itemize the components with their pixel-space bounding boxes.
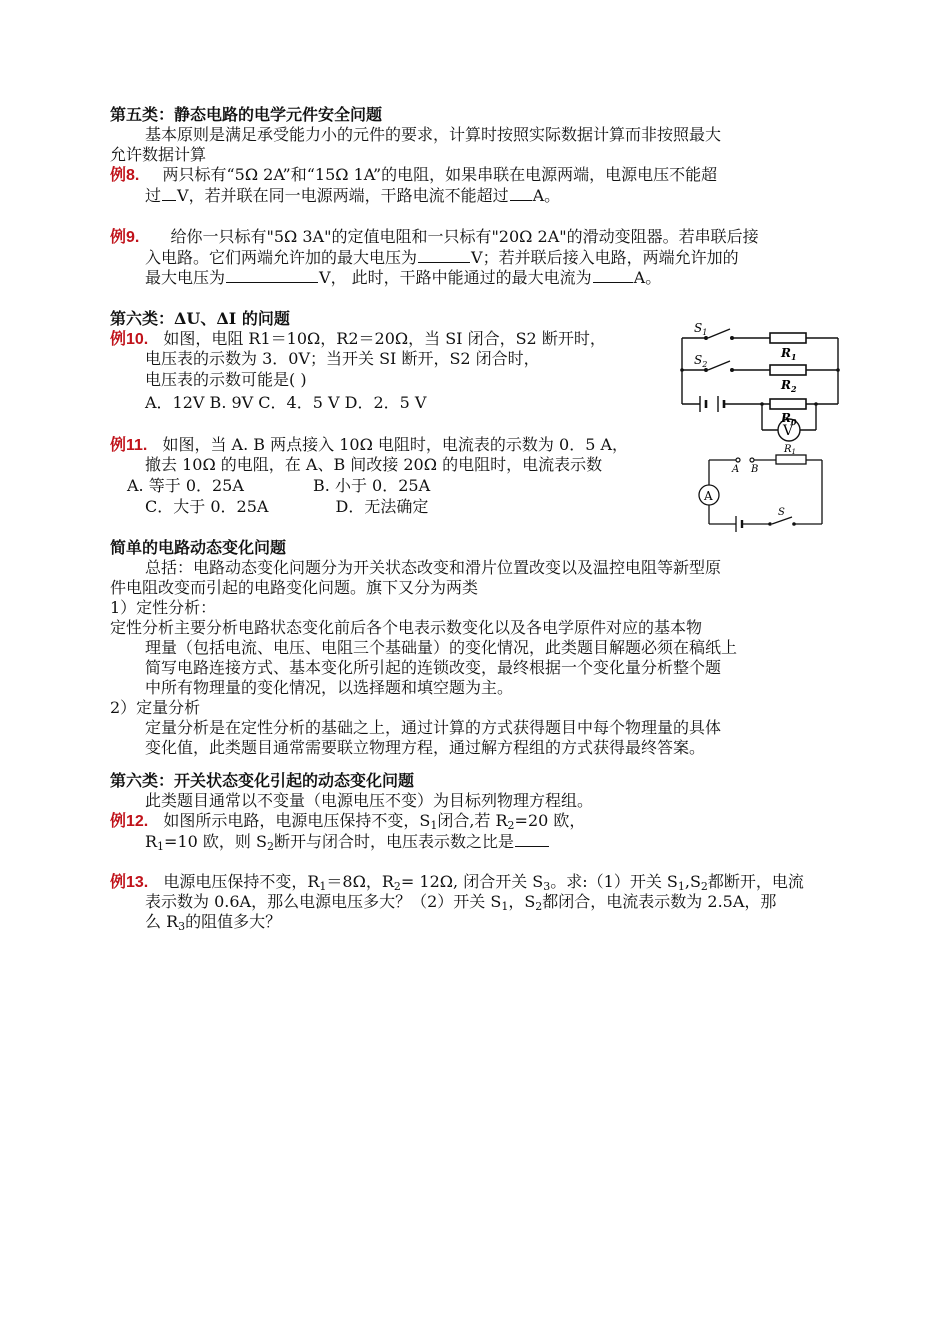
s1-label: $S_1$	[694, 321, 708, 337]
section6b-title: 第六类：开关状态变化引起的动态变化问题	[110, 771, 415, 790]
dynamic-section-title: 简单的电路动态变化问题	[110, 538, 287, 557]
example12-text1b: 闭合,若 R	[437, 811, 508, 830]
example9-line3	[145, 267, 661, 288]
example11-line1	[110, 435, 628, 456]
example13-sub-f: 1	[501, 900, 509, 913]
example13-text1a: 电源电压保持不变，R	[163, 872, 320, 891]
example8-text1: 两只标有“5Ω 2A”和“15Ω 1A”的电阻，如果串联在电源两端，电源电压不能超	[162, 165, 718, 184]
quantitative-line1: 定量分析是在定性分析的基础之上，通过计算的方式获得题目中每个物理量的具体	[145, 718, 722, 737]
example13-line1	[110, 872, 804, 893]
example10-line1	[110, 329, 606, 350]
r1-label: $R_1$	[781, 346, 797, 362]
example13-text3a: 么 R	[145, 912, 179, 931]
example13-text1d: 。求:（1）开关 S	[550, 872, 678, 891]
example13-sub-a: 1	[319, 880, 327, 893]
example12-sub3: 1	[157, 840, 165, 853]
example10-text1: 如图，电阻 R1＝10Ω，R2＝20Ω，当 SI 闭合，S2 断开时，	[163, 329, 606, 348]
example11-label: 例11.	[110, 437, 148, 454]
example9-text1: 给你一只标有"5Ω 3A"的定值电阻和一只标有"20Ω 2A"的滑动变阻器。若串联后接	[170, 227, 759, 246]
example9-text2a: 入电路。它们两端允许加的最大电压为	[145, 248, 418, 267]
voltmeter-label: V	[783, 423, 794, 439]
section6-title: 第六类：ΔU、ΔI 的问题	[110, 309, 290, 328]
example11-option-b: B. 小于 0．25A	[313, 476, 431, 495]
example12-text2b: =10 欧，则 S	[164, 832, 267, 851]
section5-principle-line1: 基本原则是满足承受能力小的元件的要求，计算时按照实际数据计算而非按照最大	[145, 125, 722, 144]
example9-line1	[110, 227, 759, 248]
example11-option-c: C．大于 0．25A	[145, 497, 269, 516]
example13-text1e: ,S	[684, 872, 701, 891]
quantitative-heading: 2）定量分析	[110, 698, 201, 717]
switch-label-fig2: S	[778, 507, 785, 518]
example9-label: 例9.	[110, 229, 140, 246]
qualitative-line1: 定性分析主要分析电路状态变化前后各个电表示数变化以及各电学原件对应的基本物	[110, 618, 703, 637]
point-b-label: B	[751, 464, 759, 475]
example10-line2: 电压表的示数为 3．0V；当开关 SI 断开，S2 闭合时，	[145, 349, 540, 368]
example12-text2c: 断开与闭合时，电压表示数之比是	[273, 832, 514, 851]
example9-text2b: V；若并联后接入电路，两端允许加的	[471, 248, 739, 267]
r1-label-fig2: $R_1$	[784, 444, 796, 456]
example11-text1: 如图，当 A. B 两点接入 10Ω 电阻时，电流表的示数为 0．5 A，	[162, 435, 629, 454]
example10-options: A．12V B. 9V C．4．5 V D．2．5 V	[145, 393, 427, 412]
example13-sub-e: 2	[700, 880, 708, 893]
example12-text1c: =20 欧，	[514, 811, 586, 830]
example10-circuit-diagram	[670, 318, 855, 443]
ammeter-label: A	[704, 489, 713, 503]
example13-text2a: 表示数为 0.6A，那么电源电压多大？（2）开关 S	[145, 892, 502, 911]
example12-text2a: R	[145, 832, 158, 851]
example13-text1c: = 12Ω, 闭合开关 S	[400, 872, 544, 891]
example11-option-a: A. 等于 0．25A	[127, 476, 244, 495]
example13-text3b: 的阻值多大？	[185, 912, 282, 931]
example8-text2b: V，若并联在同一电源两端，干路电流不能超过	[177, 186, 509, 205]
example12-line1	[110, 811, 585, 832]
example13-text2c: 都闭合，电流表示数为 2.5A，那	[542, 892, 777, 911]
example11-options-ab	[127, 476, 430, 496]
qualitative-heading: 1）定性分析：	[110, 598, 217, 617]
r0-label: $R_0$	[781, 411, 797, 427]
example11-line2: 撤去 10Ω 的电阻，在 A、B 间改接 20Ω 的电阻时，电流表示数	[145, 455, 603, 474]
dynamic-summary-line1: 总括：电路动态变化问题分为开关状态改变和滑片位置改变以及温控电阻等新型原	[145, 558, 722, 577]
section5-title: 第五类：静态电路的电学元件安全问题	[110, 105, 383, 124]
example13-text1b: ＝8Ω，R	[326, 872, 394, 891]
example13-text2b: ，S	[508, 892, 536, 911]
example9-blank2[interactable]	[226, 267, 318, 283]
example13-line3	[145, 912, 281, 932]
r2-label: $R_2$	[781, 378, 797, 394]
example12-blank[interactable]	[515, 831, 549, 847]
example13-sub-h: 3	[178, 920, 186, 933]
section6b-intro: 此类题目通常以不变量（电源电压不变）为目标列物理方程组。	[145, 791, 594, 810]
example9-line2	[145, 247, 739, 268]
qualitative-line2: 理量（包括电流、电压、电阻三个基础量）的变化情况，此类题目解题必须在稿纸上	[145, 638, 738, 657]
example11-circuit-diagram	[694, 440, 829, 540]
point-a-label: A	[732, 464, 740, 475]
example8-line1	[110, 165, 717, 186]
qualitative-line3: 简写电路连接方式、基本变化所引起的连锁改变，最终根据一个变化量分析整个题	[145, 658, 722, 677]
example9-text3a: 最大电压为	[145, 268, 226, 287]
example10-line3: 电压表的示数可能是( )	[145, 370, 307, 389]
example8-blank2[interactable]	[510, 185, 532, 201]
example8-text2a: 过	[145, 186, 162, 205]
dynamic-summary-line2: 件电阻改变而引起的电路变化问题。旗下又分为两类	[110, 578, 479, 597]
example13-text1f: 都断开，电流	[707, 872, 804, 891]
example9-text3b: V， 此时，干路中能通过的最大电流为	[319, 268, 592, 287]
qualitative-line4: 中所有物理量的变化情况，以选择题和填空题为主。	[145, 678, 514, 697]
example12-sub1: 1	[430, 819, 438, 832]
example13-line2	[145, 892, 776, 912]
example12-sub2: 2	[507, 819, 515, 832]
section5-principle-line2: 允许数据计算	[110, 145, 207, 164]
example8-text2c: A。	[532, 186, 561, 205]
example12-text1a: 如图所示电路，电源电压保持不变，S	[163, 811, 431, 830]
example12-line2	[145, 831, 550, 852]
example13-label: 例13.	[110, 874, 149, 891]
s2-label: $S_2$	[694, 353, 708, 369]
example8-label: 例8.	[110, 167, 140, 184]
example11-options-cd	[145, 497, 428, 517]
example12-sub4: 2	[266, 840, 274, 853]
example8-line2	[145, 185, 560, 206]
example13-sub-b: 2	[393, 880, 401, 893]
example12-label: 例12.	[110, 813, 149, 830]
example9-blank1[interactable]	[418, 247, 470, 263]
example9-blank3[interactable]	[593, 267, 633, 283]
example9-text3c: A。	[633, 268, 662, 287]
quantitative-line2: 变化值，此类题目通常需要联立物理方程，通过解方程组的方式获得最终答案。	[145, 738, 706, 757]
example13-sub-d: 1	[677, 880, 685, 893]
example13-sub-c: 3	[543, 880, 551, 893]
example8-blank1[interactable]	[162, 185, 176, 201]
example10-label: 例10.	[110, 331, 149, 348]
example11-option-d: D．无法确定	[335, 497, 429, 516]
example13-sub-g: 2	[535, 900, 543, 913]
